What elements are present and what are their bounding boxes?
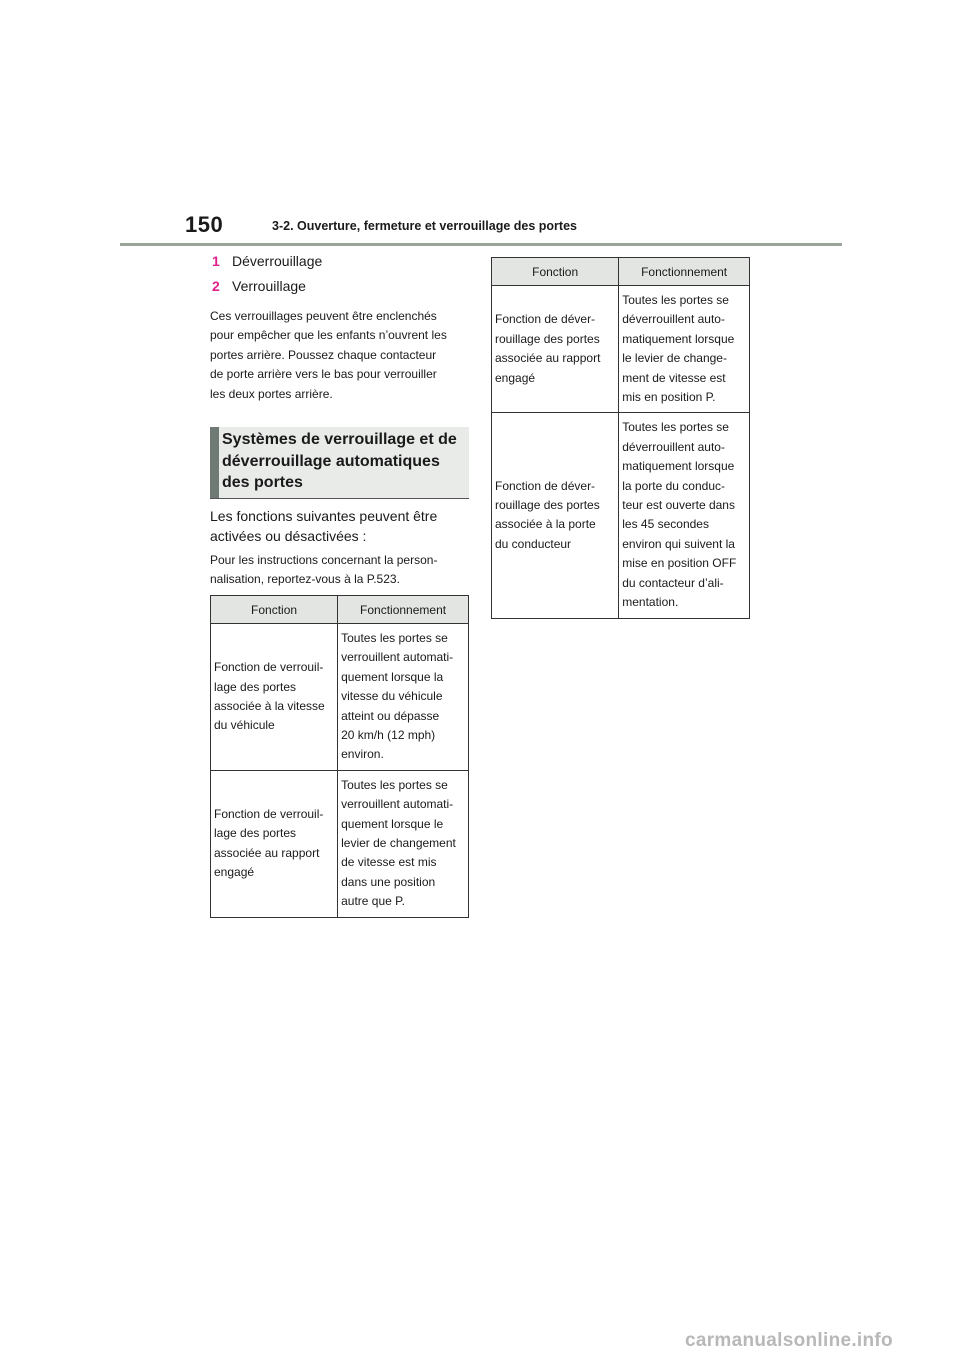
cell-line: le levier de change- (622, 351, 727, 366)
cell-line: verrouillent automati- (341, 797, 454, 812)
cell-line: environ. (341, 747, 384, 762)
header-fonction: Fonction (211, 596, 338, 624)
intro-paragraph (210, 307, 470, 404)
cell-line: du véhicule (214, 718, 275, 733)
text-line: portes arrière. Poussez chaque contacteur (210, 347, 437, 362)
heading-text (222, 429, 466, 494)
cell-line: environ qui suivent la (622, 536, 735, 551)
table-row (492, 286, 750, 413)
heading-accent-bar (210, 427, 219, 498)
cell-fonction (211, 770, 338, 917)
table-row (492, 413, 750, 618)
cell-line: Fonction de verrouil- (214, 806, 324, 821)
cell-fonctionnement (338, 624, 469, 771)
cell-line: teur est ouverte dans (622, 498, 735, 513)
cell-line: déverrouillent auto- (622, 439, 725, 454)
text-line: de porte arrière vers le bas pour verrouiller (210, 367, 437, 382)
cell-line: lage des portes (214, 679, 297, 694)
cell-line: mis en position P. (622, 390, 716, 405)
cell-line: les 45 secondes (622, 517, 709, 532)
cell-fonction (211, 624, 338, 771)
cell-fonctionnement (619, 413, 750, 618)
header-fonctionnement: Fonctionnement (619, 258, 750, 286)
cell-line: quement lorsque la (341, 669, 444, 684)
functions-table-2 (491, 257, 750, 619)
cell-line: du conducteur (495, 536, 572, 551)
cell-line: Fonction de déver- (495, 478, 596, 493)
text-line: pour empêcher que les enfants n’ouvrent les (210, 328, 447, 343)
cell-line: mise en position OFF (622, 556, 737, 571)
header-rule (120, 243, 842, 246)
cell-line: déverrouillent auto- (622, 312, 725, 327)
legend-number: 1 (212, 253, 220, 269)
note-paragraph (210, 551, 472, 590)
cell-line: engagé (495, 370, 536, 385)
cell-line: associée à la vitesse (214, 698, 325, 713)
cell-line: Toutes les portes se (341, 631, 448, 645)
cell-line: atteint ou dépasse (341, 708, 440, 723)
cell-line: engagé (214, 865, 255, 880)
cell-line: rouillage des portes (495, 498, 600, 513)
functions-table-1 (210, 595, 469, 918)
header-fonctionnement: Fonctionnement (338, 596, 469, 624)
text-line: les deux portes arrière. (210, 386, 333, 401)
header-fonction: Fonction (492, 258, 619, 286)
page-number: 150 (185, 212, 224, 237)
cell-line: ment de vitesse est (622, 370, 726, 385)
watermark: carmanualsonline.info (685, 1330, 893, 1351)
text-line: Les fonctions suivantes peuvent être (210, 508, 438, 524)
cell-line: vitesse du véhicule (341, 689, 443, 704)
cell-line: Toutes les portes se (622, 420, 729, 435)
text-line: nalisation, reportez-vous à la P.523. (210, 572, 400, 587)
legend-number: 2 (212, 278, 220, 294)
table-header-row (211, 596, 469, 624)
cell-line: Fonction de verrouil- (214, 660, 324, 675)
cell-line: quement lorsque le (341, 816, 444, 831)
section-title: 3-2. Ouverture, fermeture et verrouillage des portes (272, 219, 577, 233)
table-row (211, 770, 469, 917)
cell-line: levier de changement (341, 836, 456, 851)
table-header-row (492, 258, 750, 286)
heading-line: déverrouillage automatiques (222, 452, 440, 470)
cell-line: 20 km/h (12 mph) (341, 728, 436, 743)
cell-fonctionnement (619, 286, 750, 413)
legend (212, 253, 322, 303)
text-line: Pour les instructions concernant la person- (210, 553, 438, 567)
cell-fonction (492, 286, 619, 413)
cell-fonction (492, 413, 619, 618)
text-line: activées ou désactivées : (210, 528, 367, 544)
cell-line: Toutes les portes se (341, 777, 448, 792)
cell-line: Toutes les portes se (622, 293, 729, 307)
legend-item (212, 253, 322, 278)
table-row (211, 624, 469, 771)
text-line: Ces verrouillages peuvent être enclenchés (210, 309, 437, 323)
cell-line: la porte du conduc- (622, 478, 725, 493)
cell-line: Fonction de déver- (495, 312, 596, 327)
cell-line: mentation. (622, 595, 679, 610)
cell-line: de vitesse est mis (341, 855, 437, 870)
cell-line: du contacteur d’ali- (622, 575, 724, 590)
cell-line: associée à la porte (495, 517, 596, 532)
cell-line: rouillage des portes (495, 331, 600, 346)
cell-line: dans une position (341, 874, 436, 889)
cell-line: matiquement lorsque (622, 331, 735, 346)
cell-line: autre que P. (341, 894, 405, 909)
cell-fonctionnement (338, 770, 469, 917)
legend-item (212, 278, 322, 303)
cell-line: associée au rapport (214, 845, 320, 860)
lead-paragraph (210, 506, 472, 546)
legend-label: Déverrouillage (232, 253, 323, 269)
cell-line: matiquement lorsque (622, 459, 735, 474)
section-heading (210, 427, 469, 499)
heading-line: Systèmes de verrouillage et de (222, 431, 457, 448)
cell-line: associée au rapport (495, 351, 601, 366)
cell-line: lage des portes (214, 826, 297, 841)
legend-label: Verrouillage (232, 278, 306, 294)
heading-line: des portes (222, 474, 303, 491)
cell-line: verrouillent automati- (341, 650, 454, 665)
